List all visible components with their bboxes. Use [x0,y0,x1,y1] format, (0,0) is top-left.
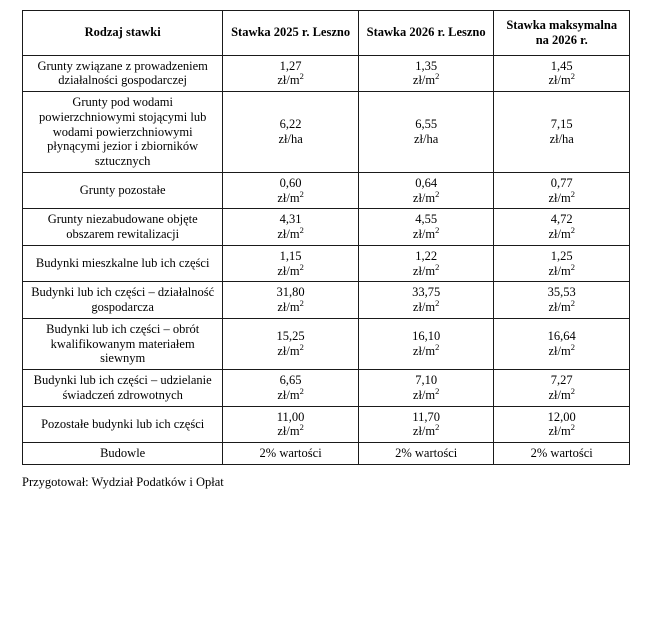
rate-type-cell: Budowle [23,443,223,465]
rate-unit-exponent: 2 [299,422,304,433]
rate-unit [498,73,625,88]
rate-unit [498,224,625,242]
rate-value-cell [223,318,359,369]
table-row [23,55,630,92]
rate-unit-exponent: 2 [435,224,440,235]
rate-amount: 0,60 [279,175,302,190]
column-header-type: Rodzaj stawki [23,11,223,56]
rate-value-cell [358,92,494,173]
rate-unit-text: zł/m [277,424,300,439]
rate-value-cell [494,92,630,173]
rate-unit-exponent: 2 [570,422,575,433]
rate-value-cell [358,55,494,92]
footnote-prepared-by: Przygotował: Wydział Podatków i Opłat [22,474,224,489]
rate-amount: 1,25 [550,248,573,263]
rate-unit-exponent: 2 [299,297,304,308]
table-row [23,92,630,173]
rate-unit [363,385,490,403]
rate-unit [227,73,354,88]
rate-amount: 16,10 [412,329,441,344]
rate-amount: 4,55 [415,212,438,227]
rate-unit-exponent: 2 [570,188,575,199]
table-row [23,209,630,246]
rate-amount: 1,22 [415,248,438,263]
rate-unit-exponent: 2 [435,71,440,82]
rate-value-cell [494,443,630,465]
table-row [23,282,630,319]
rate-unit [363,224,490,242]
rate-unit [227,341,354,359]
rate-unit [363,132,490,147]
rate-unit [363,341,490,359]
rate-value-cell [223,55,359,92]
rate-amount: 11,70 [412,409,440,424]
rate-amount: 6,22 [279,117,302,132]
rate-unit-text: zł/m [548,343,571,358]
table-row [23,172,630,209]
column-header-rate-2025: Stawka 2025 r. Leszno [223,11,359,56]
rate-value-cell [358,282,494,319]
property-tax-rates-table [22,10,630,465]
rate-unit-exponent: 2 [570,71,575,82]
rate-value-cell [358,209,494,246]
rate-unit-exponent: 2 [299,71,304,82]
rate-unit [227,297,354,315]
rate-amount: 33,75 [412,285,441,300]
rate-unit [227,385,354,403]
rate-value-cell [494,55,630,92]
rate-type-cell: Budynki lub ich części – obrót kwalifikowanym materiałem siewnym [23,318,223,369]
rate-unit-exponent: 2 [299,341,304,352]
rate-amount: 1,15 [279,248,302,263]
rate-value-cell [358,245,494,282]
rate-unit-text: zł/m [548,227,571,241]
rate-amount: 7,27 [550,373,573,387]
rate-unit [363,261,490,279]
rate-unit [227,261,354,279]
rate-unit-text: zł/m [548,387,571,402]
rate-unit-exponent: 2 [570,224,575,235]
rate-amount: 4,72 [550,212,573,227]
rate-type-cell: Pozostałe budynki lub ich części [23,406,223,443]
rate-unit-exponent: 2 [435,422,440,433]
rate-value-cell [494,370,630,407]
rate-unit-text: zł/m [548,300,571,314]
rate-value-cell [223,443,359,465]
column-header-rate-max-2026: Stawka maksymalna na 2026 r. [494,11,630,56]
rate-amount: 15,25 [276,329,305,344]
rate-unit-text: zł/m [277,263,300,278]
rate-unit [363,73,490,88]
rate-amount: 1,35 [415,58,438,73]
rate-unit [363,188,490,206]
rate-amount: 11,00 [276,409,305,424]
rate-unit [227,132,354,147]
rate-unit [498,385,625,403]
rate-unit-text: zł/m [548,190,571,205]
rate-value-cell [494,245,630,282]
rate-value-cell [223,209,359,246]
rate-unit [227,424,354,439]
rate-amount: 6,55 [415,117,438,132]
table-row [23,370,630,407]
rate-unit [498,341,625,359]
rate-unit-text: zł/m [277,227,300,241]
rate-unit [498,188,625,206]
rate-type-cell: Budynki lub ich części – udzielanie świadczeń zdrowotnych [23,370,223,407]
table-header-row [23,11,630,56]
rate-unit-exponent: 2 [299,188,304,199]
rate-value-cell [358,443,494,465]
rate-amount: 4,31 [279,212,302,227]
rate-amount: 2% wartości [530,446,593,460]
rate-unit-text: zł/m [412,387,436,402]
rate-amount: 2% wartości [395,446,458,460]
table-header [23,11,630,56]
rate-value-cell [223,406,359,443]
rate-unit-exponent: 2 [435,297,440,308]
rate-value-cell [494,282,630,319]
rate-amount: 16,64 [547,329,576,344]
rate-amount: 7,10 [415,373,438,387]
rate-unit-text: zł/m [277,190,300,205]
table-body [23,55,630,464]
rate-unit-exponent: 2 [435,341,440,352]
rate-amount: 12,00 [547,409,576,424]
rate-value-cell [358,318,494,369]
rate-unit [498,424,625,439]
rate-unit [498,132,625,147]
rate-value-cell [358,370,494,407]
rate-unit [498,261,625,279]
rate-unit-text: zł/ha [414,131,439,146]
rate-unit-text: zł/m [548,263,571,278]
rate-value-cell [494,209,630,246]
rate-type-cell: Grunty związane z prowadzeniem działalności gospodarczej [23,55,223,92]
rate-amount: 6,65 [279,373,302,387]
rate-value-cell [494,172,630,209]
rate-unit-text: zł/ha [278,131,303,146]
rate-type-cell: Grunty pozostałe [23,172,223,209]
rate-amount: 35,53 [547,285,576,300]
rate-value-cell [358,172,494,209]
rate-unit-text: zł/m [412,300,436,314]
rate-unit-exponent: 2 [299,385,304,396]
rate-value-cell [223,245,359,282]
rate-unit-text: zł/m [412,73,436,88]
rate-amount: 1,45 [550,58,573,73]
rate-type-cell: Budynki lub ich części – działalność gospodarcza [23,282,223,319]
table-row [23,318,630,369]
rate-unit-text: zł/m [277,300,300,314]
rate-unit-exponent: 2 [435,261,440,272]
rate-unit-text: zł/m [412,343,436,358]
rate-unit [227,188,354,206]
rate-unit-text: zł/m [548,424,571,439]
rate-amount: 7,15 [550,117,573,132]
rate-unit-exponent: 2 [299,224,304,235]
rate-unit [363,424,490,439]
rate-type-cell: Budynki mieszkalne lub ich części [23,245,223,282]
rate-unit [498,297,625,315]
rate-unit-exponent: 2 [435,385,440,396]
rate-value-cell [223,370,359,407]
column-header-rate-2026: Stawka 2026 r. Leszno [358,11,494,56]
table-row [23,245,630,282]
rate-amount: 1,27 [279,58,302,73]
rate-unit-text: zł/m [412,227,436,241]
rate-unit-text: zł/m [277,343,300,358]
rate-unit-text: zł/m [412,190,436,205]
rate-unit-text: zł/m [412,263,436,278]
rate-unit-exponent: 2 [299,261,304,272]
rate-type-cell: Grunty niezabudowane objęte obszarem rewitalizacji [23,209,223,246]
rate-value-cell [223,92,359,173]
rate-value-cell [223,282,359,319]
rate-unit-text: zł/m [412,424,436,439]
table-row [23,406,630,443]
rate-unit-exponent: 2 [570,341,575,352]
rate-unit [363,297,490,315]
rate-amount: 2% wartości [259,446,322,460]
rate-unit-text: zł/m [548,73,571,88]
rate-unit [227,224,354,242]
rate-unit-text: zł/ha [549,131,574,146]
rate-unit-exponent: 2 [570,261,575,272]
rate-type-cell: Grunty pod wodami powierzchniowymi stojącymi lub wodami powierzchniowymi płynącymi jezior i zbiorników sztucznych [23,92,223,173]
rate-value-cell [494,318,630,369]
rate-unit-text: zł/m [277,73,300,88]
rate-amount: 0,64 [415,175,438,190]
rate-unit-exponent: 2 [570,385,575,396]
rate-amount: 0,77 [550,175,573,190]
rate-value-cell [358,406,494,443]
rate-unit-exponent: 2 [570,297,575,308]
rate-value-cell [223,172,359,209]
rate-unit-text: zł/m [277,387,300,402]
rate-amount: 31,80 [276,285,305,300]
rate-unit-exponent: 2 [435,188,440,199]
rate-value-cell [494,406,630,443]
table-row [23,443,630,465]
